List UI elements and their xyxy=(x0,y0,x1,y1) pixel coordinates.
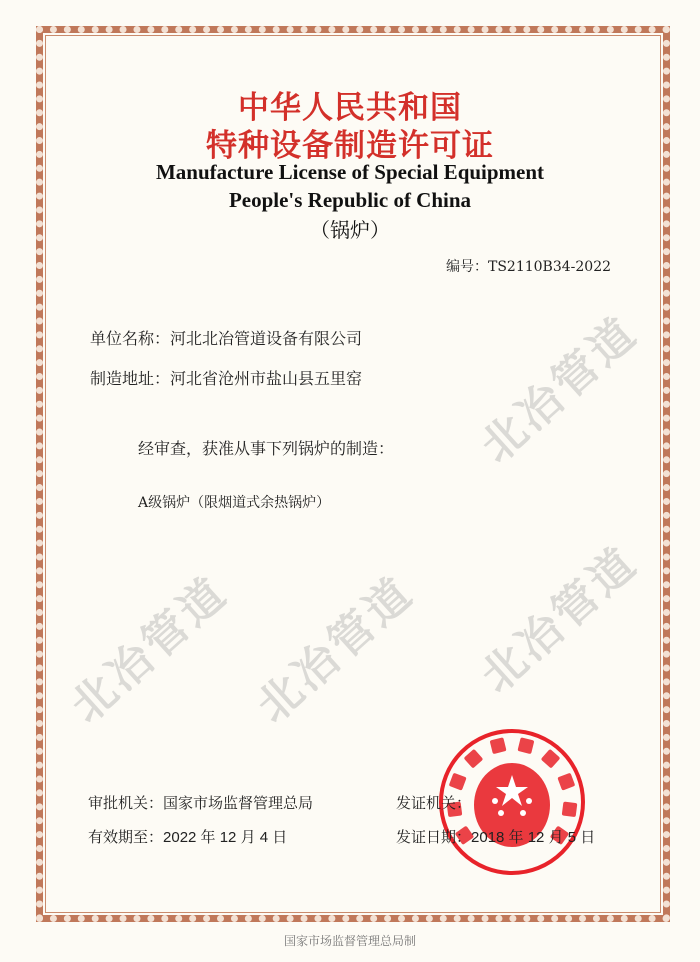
company-value: 河北北冶管道设备有限公司 xyxy=(170,329,363,348)
issue-date-value: 2018 年 12 月 5 日 xyxy=(471,829,596,846)
category: （锅炉） xyxy=(310,218,390,242)
address-label: 制造地址： xyxy=(90,369,171,388)
issue-date-row xyxy=(396,826,595,847)
title-cn-line1: 中华人民共和国 xyxy=(238,90,462,126)
address-value: 河北省沧州市盐山县五里窑 xyxy=(170,369,363,388)
seal-glyph xyxy=(562,801,578,817)
approver-label: 审批机关： xyxy=(88,794,164,812)
company-label: 单位名称： xyxy=(90,329,171,348)
address-row xyxy=(90,366,362,389)
number-value: TS2110B34-2022 xyxy=(488,259,612,275)
seal-glyph xyxy=(449,773,467,791)
footer-issuer: 国家市场监督管理总局制 xyxy=(283,934,416,948)
title-en-line2: People's Republic of China xyxy=(228,188,472,212)
issuer-label: 发证机关： xyxy=(396,794,472,812)
seal-glyph xyxy=(541,749,561,769)
title-cn-line2: 特种设备制造许可证 xyxy=(206,128,494,164)
valid-value: 2022 年 12 月 4 日 xyxy=(163,829,288,846)
watermark: 北冶管道 xyxy=(471,536,649,703)
license-number xyxy=(446,256,611,276)
watermark: 北冶管道 xyxy=(247,566,425,733)
valid-row xyxy=(88,826,287,847)
seal-glyph xyxy=(557,773,575,791)
seal-glyph xyxy=(490,737,507,754)
watermark: 北冶管道 xyxy=(471,306,649,473)
issue-date-label: 发证日期： xyxy=(396,828,472,846)
approver-row xyxy=(88,792,313,813)
number-label: 编号： xyxy=(446,259,488,275)
scope: A级锅炉（限烟道式余热锅炉） xyxy=(138,495,331,511)
approver-value: 国家市场监督管理总局 xyxy=(163,794,314,812)
valid-label: 有效期至： xyxy=(88,828,164,846)
title-en-line1: Manufacture License of Special Equipment xyxy=(155,160,545,184)
seal-glyph xyxy=(517,737,534,754)
approval-statement: 经审查，获准从事下列锅炉的制造： xyxy=(138,439,395,458)
watermark: 北冶管道 xyxy=(61,566,239,733)
company-row xyxy=(90,326,362,349)
seal-glyph xyxy=(464,749,484,769)
